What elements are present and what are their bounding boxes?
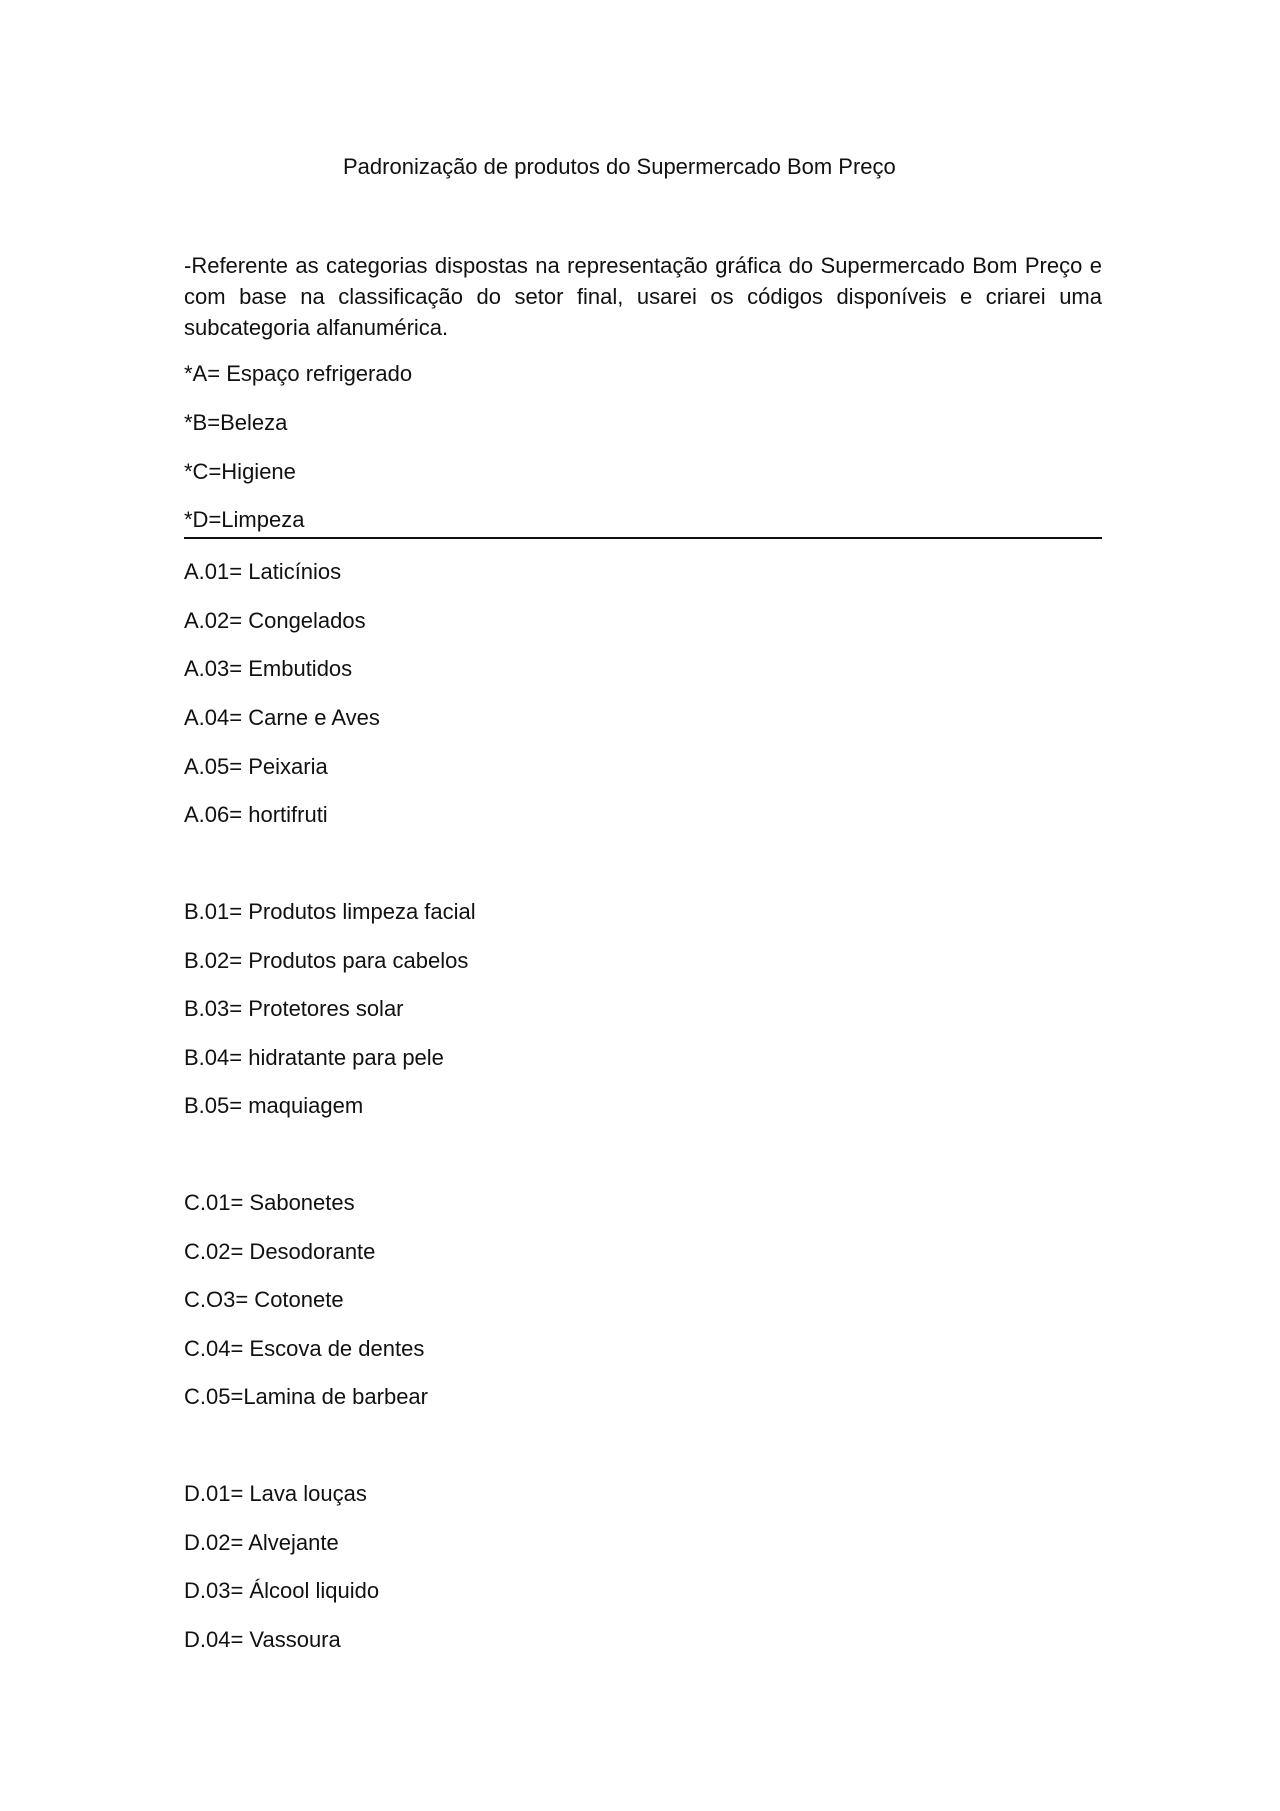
item-d04: D.04= Vassoura (184, 1627, 341, 1652)
intro-paragraph: -Referente as categorias dispostas na representação gráfica do Supermercado Bom Preço e com base na classificação do setor final, usarei os códigos disponíveis e criarei uma subcategoria alfanumérica. (184, 253, 1102, 340)
item-b04: B.04= hidratante para pele (184, 1045, 444, 1070)
category-b: *B=Beleza (184, 410, 288, 435)
document-title: Padronização de produtos do Supermercado Bom Preço (343, 154, 896, 179)
item-a03: A.03= Embutidos (184, 656, 353, 681)
item-b05: B.05= maquiagem (184, 1093, 364, 1118)
item-a04: A.04= Carne e Aves (184, 705, 380, 730)
item-b03: B.03= Protetores solar (184, 996, 404, 1021)
item-a01: A.01= Laticínios (184, 559, 342, 584)
item-a05: A.05= Peixaria (184, 754, 328, 779)
item-c04: C.04= Escova de dentes (184, 1336, 425, 1361)
item-a06: A.06= hortifruti (184, 802, 328, 827)
item-b02: B.02= Produtos para cabelos (184, 948, 469, 973)
item-c01: C.01= Sabonetes (184, 1190, 355, 1215)
category-d: *D=Limpeza (184, 507, 305, 532)
horizontal-divider (184, 537, 1102, 539)
category-c: *C=Higiene (184, 459, 296, 484)
item-b01: B.01= Produtos limpeza facial (184, 899, 476, 924)
item-c03: C.O3= Cotonete (184, 1287, 344, 1312)
item-d03: D.03= Álcool liquido (184, 1578, 380, 1603)
item-c02: C.02= Desodorante (184, 1239, 376, 1264)
item-d02: D.02= Alvejante (184, 1530, 339, 1555)
item-a02: A.02= Congelados (184, 608, 366, 633)
category-a: *A= Espaço refrigerado (184, 361, 413, 386)
item-c05: C.05=Lamina de barbear (184, 1384, 428, 1409)
item-d01: D.01= Lava louças (184, 1481, 367, 1506)
